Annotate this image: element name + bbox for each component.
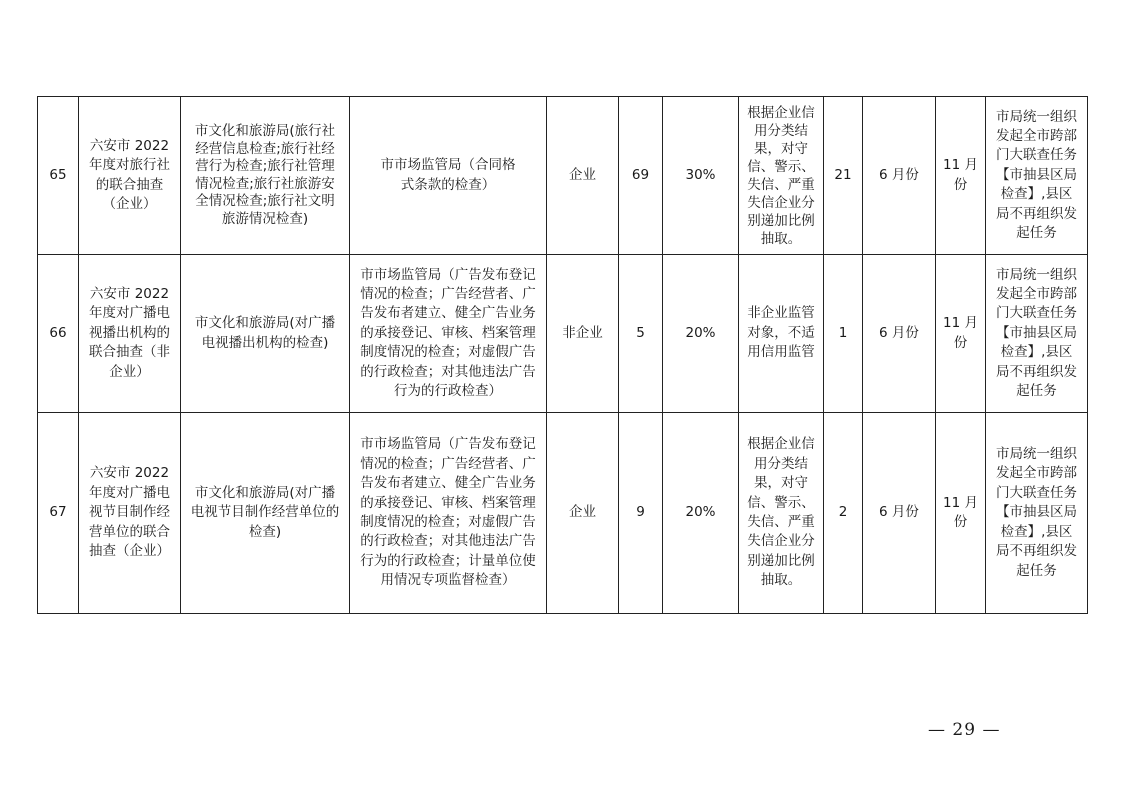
- initiating-department: 市文化和旅游局(旅行社经营信息检查;旅行社经营行为检查;旅行社管理情况检查;旅行社旅游安全情况检查;旅行社文明旅游情况检查): [181, 97, 350, 255]
- partner-department: 市市场监管局（广告发布登记情况的检查；广告经营者、广告发布者建立、健全广告业务的承接登记、审核、档案管理制度情况的检查；对虚假广告的行政检查；对其他违法广告行为的行政检查）: [350, 255, 547, 413]
- subject-count: 69: [619, 97, 663, 255]
- end-month: 11 月份: [936, 97, 986, 255]
- table-row: [38, 255, 1088, 413]
- inspection-table: [37, 96, 1088, 614]
- subject-count: 9: [619, 413, 663, 614]
- row-number: 67: [38, 413, 79, 614]
- task-name: 六安市 2022 年度对广播电视播出机构的联合抽查（非企业）: [79, 255, 181, 413]
- partner-department: 市市场监管局（广告发布登记情况的检查；广告经营者、广告发布者建立、健全广告业务的承接登记、审核、档案管理制度情况的检查；对虚假广告的行政检查；对其他违法广告行为的行政检查；计量单位使用情况专项监督检查）: [350, 413, 547, 614]
- table-row: [38, 413, 1088, 614]
- sampling-method: 非企业监管对象，不适用信用监管: [739, 255, 824, 413]
- sampling-ratio: 20%: [663, 413, 739, 614]
- partner-department: 市市场监管局（合同格式条款的检查）: [350, 97, 547, 255]
- subject-type: 企业: [547, 97, 619, 255]
- initiating-department: 市文化和旅游局(对广播电视播出机构的检查): [181, 255, 350, 413]
- sample-number: 21: [824, 97, 863, 255]
- subject-type: 非企业: [547, 255, 619, 413]
- remarks: 市局统一组织发起全市跨部门大联查任务【市抽县区局检查】,县区局不再组织发起任务: [986, 97, 1088, 255]
- end-month: 11 月份: [936, 413, 986, 614]
- row-number: 66: [38, 255, 79, 413]
- table-row: [38, 97, 1088, 255]
- sample-number: 2: [824, 413, 863, 614]
- task-name: 六安市 2022 年度对广播电视节目制作经营单位的联合抽查（企业）: [79, 413, 181, 614]
- initiating-department: 市文化和旅游局(对广播电视节目制作经营单位的检查): [181, 413, 350, 614]
- row-number: 65: [38, 97, 79, 255]
- end-month: 11 月份: [936, 255, 986, 413]
- page-number: — 29 —: [928, 720, 1001, 740]
- sampling-method: 根据企业信用分类结果，对守信、警示、失信、严重失信企业分别递加比例抽取。: [739, 413, 824, 614]
- remarks: 市局统一组织发起全市跨部门大联查任务【市抽县区局检查】,县区局不再组织发起任务: [986, 413, 1088, 614]
- remarks: 市局统一组织发起全市跨部门大联查任务【市抽县区局检查】,县区局不再组织发起任务: [986, 255, 1088, 413]
- start-month: 6 月份: [863, 97, 936, 255]
- sampling-ratio: 20%: [663, 255, 739, 413]
- sample-number: 1: [824, 255, 863, 413]
- subject-count: 5: [619, 255, 663, 413]
- start-month: 6 月份: [863, 255, 936, 413]
- subject-type: 企业: [547, 413, 619, 614]
- sampling-method: 根据企业信用分类结果，对守信、警示、失信、严重失信企业分别递加比例抽取。: [739, 97, 824, 255]
- sampling-ratio: 30%: [663, 97, 739, 255]
- task-name: 六安市 2022 年度对旅行社的联合抽查（企业）: [79, 97, 181, 255]
- start-month: 6 月份: [863, 413, 936, 614]
